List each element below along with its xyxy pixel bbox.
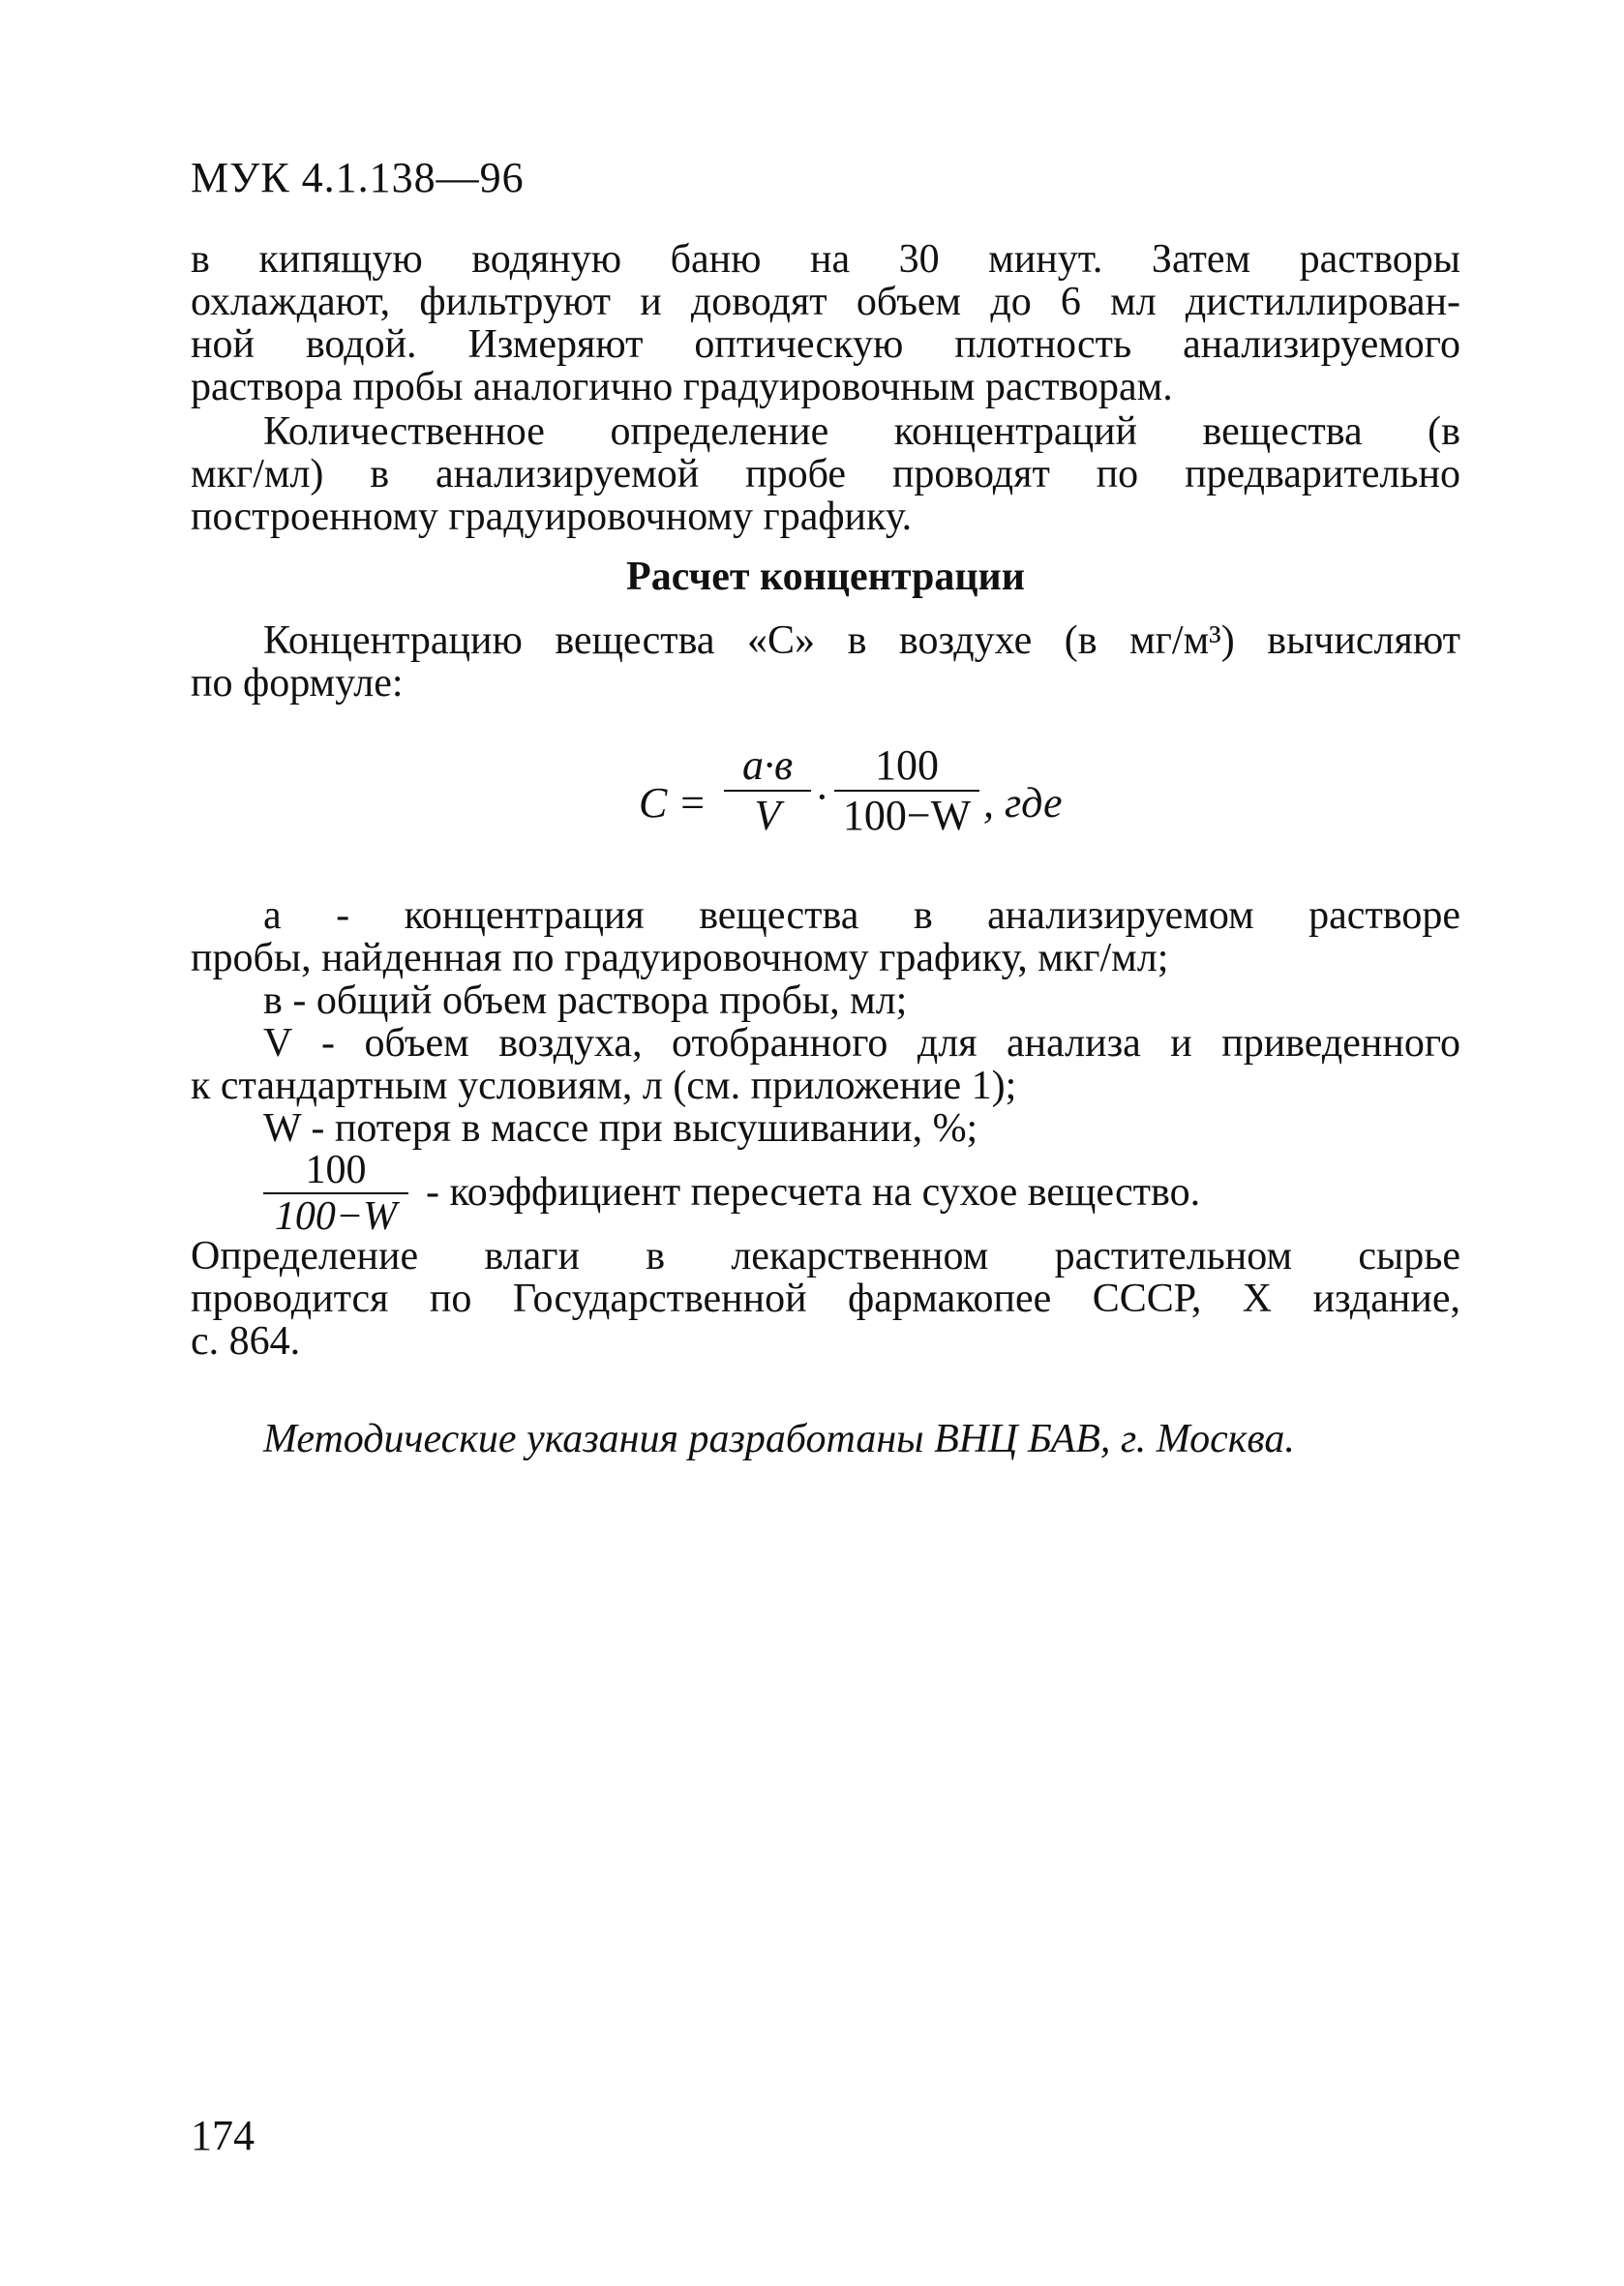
section-heading: Расчет концентрации	[626, 555, 1025, 599]
text-line: Концентрацию вещества «С» в воздухе (в мг/м³) вычисляют	[263, 618, 1460, 663]
definition-b	[191, 979, 1460, 1022]
authorship-note: Методические указания разработаны ВНЦ БАВ, г. Москва.	[263, 1417, 1295, 1461]
definition-w	[191, 1107, 1460, 1150]
text-line: проводится по Государственной фармакопее СССР, X издание,	[191, 1277, 1460, 1321]
text-line: в кипящую водяную баню на 30 минут. Затем растворы	[191, 237, 1460, 282]
text-line: в - общий объем раствора пробы, мл;	[263, 978, 908, 1023]
fraction-av-over-v	[724, 743, 811, 838]
text-line: раствора пробы аналогично градуировочным растворам.	[191, 365, 1173, 409]
text-line: Количественное определение концентраций вещества (в	[263, 409, 1460, 454]
fraction-numerator: 100	[263, 1148, 408, 1194]
text-line: с. 864.	[191, 1319, 301, 1364]
fraction-denominator: 100−W	[274, 1194, 398, 1239]
fraction-numerator: a·в	[724, 743, 811, 792]
text-line: мкг/мл) в анализируемой пробе проводят по предварительно	[191, 452, 1460, 496]
formula-suffix: , где	[983, 779, 1063, 827]
coefficient-description: - коэффициент пересчета на сухое вещество.	[426, 1170, 1201, 1215]
text-line: охлаждают, фильтруют и доводят объем до 6 мл дистиллирован-	[191, 280, 1460, 324]
definition-a	[191, 894, 1460, 979]
paragraph-quantitative	[191, 410, 1460, 538]
multiply-dot: ·	[815, 773, 829, 821]
paragraph-moisture	[191, 1235, 1460, 1363]
fraction-denominator: 100−W	[842, 792, 972, 839]
text-line: W - потеря в массе при высушивании, %;	[263, 1106, 978, 1151]
text-line: V - объем воздуха, отобранного для анализа и приведенного	[263, 1021, 1460, 1066]
text-line: построенному градуировочному графику.	[191, 495, 913, 539]
text-line: к стандартным условиям, л (см. приложение 1);	[191, 1064, 1017, 1108]
coefficient-fraction	[263, 1148, 408, 1239]
paragraph-concentration-intro	[191, 619, 1460, 705]
text-line: Определение влаги в лекарственном растительном сырье	[191, 1234, 1460, 1278]
text-line: a - концентрация вещества в анализируемом растворе	[263, 893, 1460, 938]
text-line: пробы, найденная по градуировочному графику, мкг/мл;	[191, 936, 1169, 980]
text-line: ной водой. Измеряют оптическую плотность анализируемого	[191, 322, 1460, 367]
page-number: 174	[191, 2112, 255, 2159]
paragraph-boiling-bath	[191, 238, 1460, 408]
fraction-100-over-100-w	[834, 743, 979, 838]
text-line: по формуле:	[191, 661, 404, 706]
formula-lhs: C =	[639, 779, 707, 827]
definition-v	[191, 1022, 1460, 1107]
document-code: МУК 4.1.138—96	[191, 154, 525, 201]
fraction-denominator: V	[754, 792, 781, 839]
fraction-numerator: 100	[834, 743, 979, 792]
